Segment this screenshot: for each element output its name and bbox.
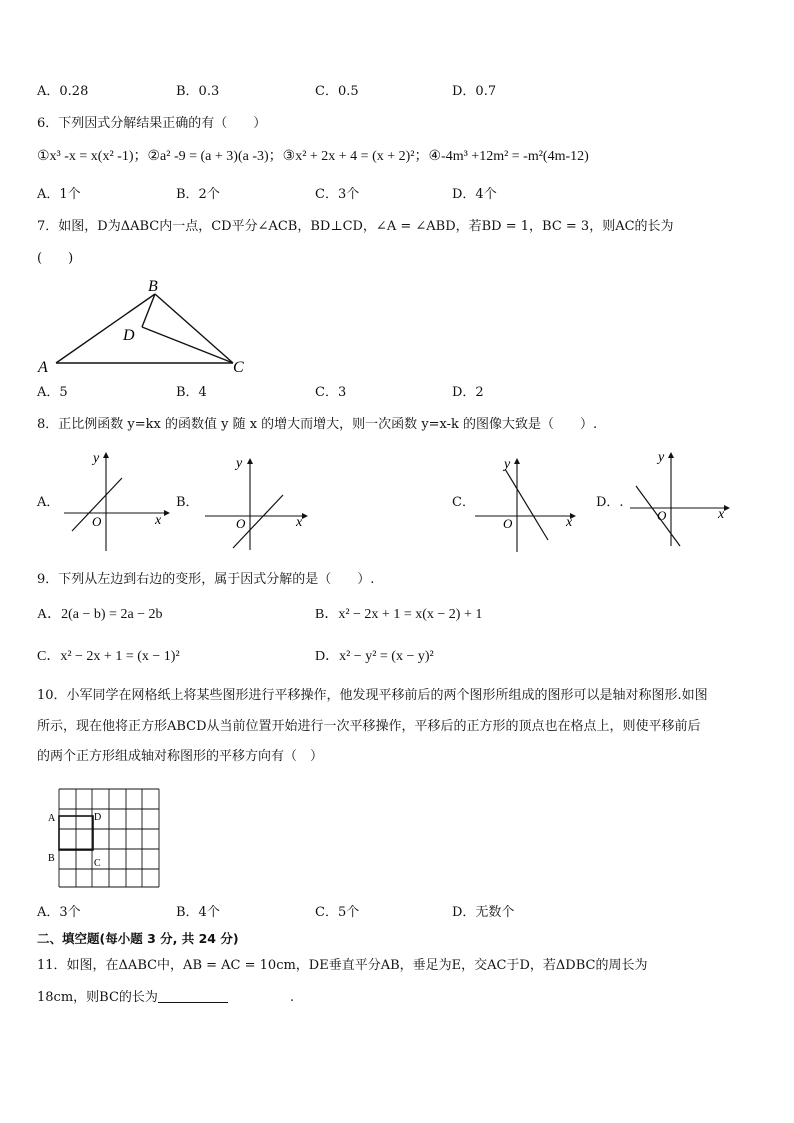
q7-option-a: A．5 <box>37 385 68 400</box>
q5-option-c: C．0.5 <box>315 84 359 99</box>
q8-stem: 8．正比例函数 y=kx 的函数值 y 随 x 的增大而增大，则一次函数 y=x-k 的图像大致是（ ）. <box>37 417 598 432</box>
q8-c-y-label: y <box>504 457 511 472</box>
q8-d-y-label: y <box>658 450 665 465</box>
q11-line-1: 11．如图，在ΔABC中，AB = AC = 10cm，DE垂直平分AB，垂足为E，交AC于D，若ΔDBC的周长为 <box>37 958 648 973</box>
q7-option-b: B．4 <box>176 385 207 400</box>
q8-b-origin: O <box>236 516 246 531</box>
q7-option-d: D．2 <box>452 385 484 400</box>
q10-option-c: C．5个 <box>315 905 360 920</box>
q7-label-b: B <box>148 278 158 295</box>
q6-option-a: A．1个 <box>37 187 81 202</box>
q7-label-a: A <box>38 359 48 376</box>
q9-option-b: B．x² − 2x + 1 = x(x − 2) + 1 <box>315 607 483 622</box>
q10-option-d: D．无数个 <box>452 905 515 920</box>
q8-option-a: A． <box>37 495 60 510</box>
q6-items: ①x³ -x = x(x² -1)；②a² -9 = (a + 3)(a -3)；③x² + 2x + 4 = (x + 2)²；④-4m³ +12m² = -m²(4m-12) <box>37 149 589 164</box>
q6-option-b: B．2个 <box>176 187 220 202</box>
q8-d-x-label: x <box>718 507 725 522</box>
q8-d-origin: O <box>657 508 667 523</box>
q10-line-1: 10．小军同学在网格纸上将某些图形进行平移操作，他发现平移前后的两个图形所组成的图形可以是轴对称图形.如图 <box>37 688 708 703</box>
q7-option-c: C．3 <box>315 385 347 400</box>
q8-a-x-label: x <box>155 513 162 528</box>
q10-line-2: 所示，现在他将正方形ABCD从当前位置开始进行一次平移操作，平移后的正方形的顶点也在格点上，则使平移前后 <box>37 719 701 734</box>
q8-a-y-label: y <box>93 451 100 466</box>
q10-label-d: D <box>94 812 102 823</box>
q8-option-c: C． <box>452 495 475 510</box>
q10-grid-figure <box>44 786 164 890</box>
q9-option-c: C．x² − 2x + 1 = (x − 1)² <box>37 649 180 664</box>
q8-a-origin: O <box>92 514 102 529</box>
q7-label-d: D <box>123 327 135 344</box>
q11-answer-blank[interactable] <box>158 988 228 1003</box>
q6-option-d: D．4个 <box>452 187 497 202</box>
q8-b-x-label: x <box>296 515 303 530</box>
q8-graph-c <box>470 452 580 556</box>
q9-option-a: A．2(a − b) = 2a − 2b <box>37 607 163 622</box>
q10-label-a: A <box>48 813 56 824</box>
q11-line-2-text: 18cm，则BC的长为 <box>37 990 158 1005</box>
q8-graph-b <box>200 450 310 554</box>
q10-option-b: B．4个 <box>176 905 220 920</box>
q6-stem: 6．下列因式分解结果正确的有（ ） <box>37 116 267 131</box>
q11-period: . <box>289 990 295 1005</box>
q7-stem: 7．如图，D为ΔABC内一点，CD平分∠ACB，BD⊥CD，∠A = ∠ABD，若BD = 1，BC = 3，则AC的长为 <box>37 219 674 234</box>
q10-label-c: C <box>94 858 101 869</box>
q8-graph-d <box>626 446 736 550</box>
q8-c-x-label: x <box>566 515 573 530</box>
q8-option-d: D．. <box>596 495 624 510</box>
q8-option-b: B． <box>176 495 199 510</box>
q5-option-d: D．0.7 <box>452 84 497 99</box>
q8-c-origin: O <box>503 516 513 531</box>
q9-stem: 9．下列从左边到右边的变形，属于因式分解的是（ ）. <box>37 572 375 587</box>
q9-option-d: D．x² − y² = (x − y)² <box>315 649 434 664</box>
q7-paren: ( ) <box>37 251 74 266</box>
q10-line-3: 的两个正方形组成轴对称图形的平移方向有（ ） <box>37 749 324 764</box>
q5-option-a: A．0.28 <box>37 84 89 99</box>
section-heading: 二、填空题(每小题 3 分, 共 24 分) <box>37 931 239 946</box>
q7-triangle-figure <box>30 272 260 382</box>
q10-option-a: A．3个 <box>37 905 81 920</box>
q8-graph-a <box>60 450 170 554</box>
q10-label-b: B <box>48 853 55 864</box>
q11-line-2 <box>37 988 294 1007</box>
q7-label-c: C <box>233 359 244 376</box>
q5-option-b: B．0.3 <box>176 84 220 99</box>
q6-option-c: C．3个 <box>315 187 360 202</box>
q8-b-y-label: y <box>236 456 243 471</box>
